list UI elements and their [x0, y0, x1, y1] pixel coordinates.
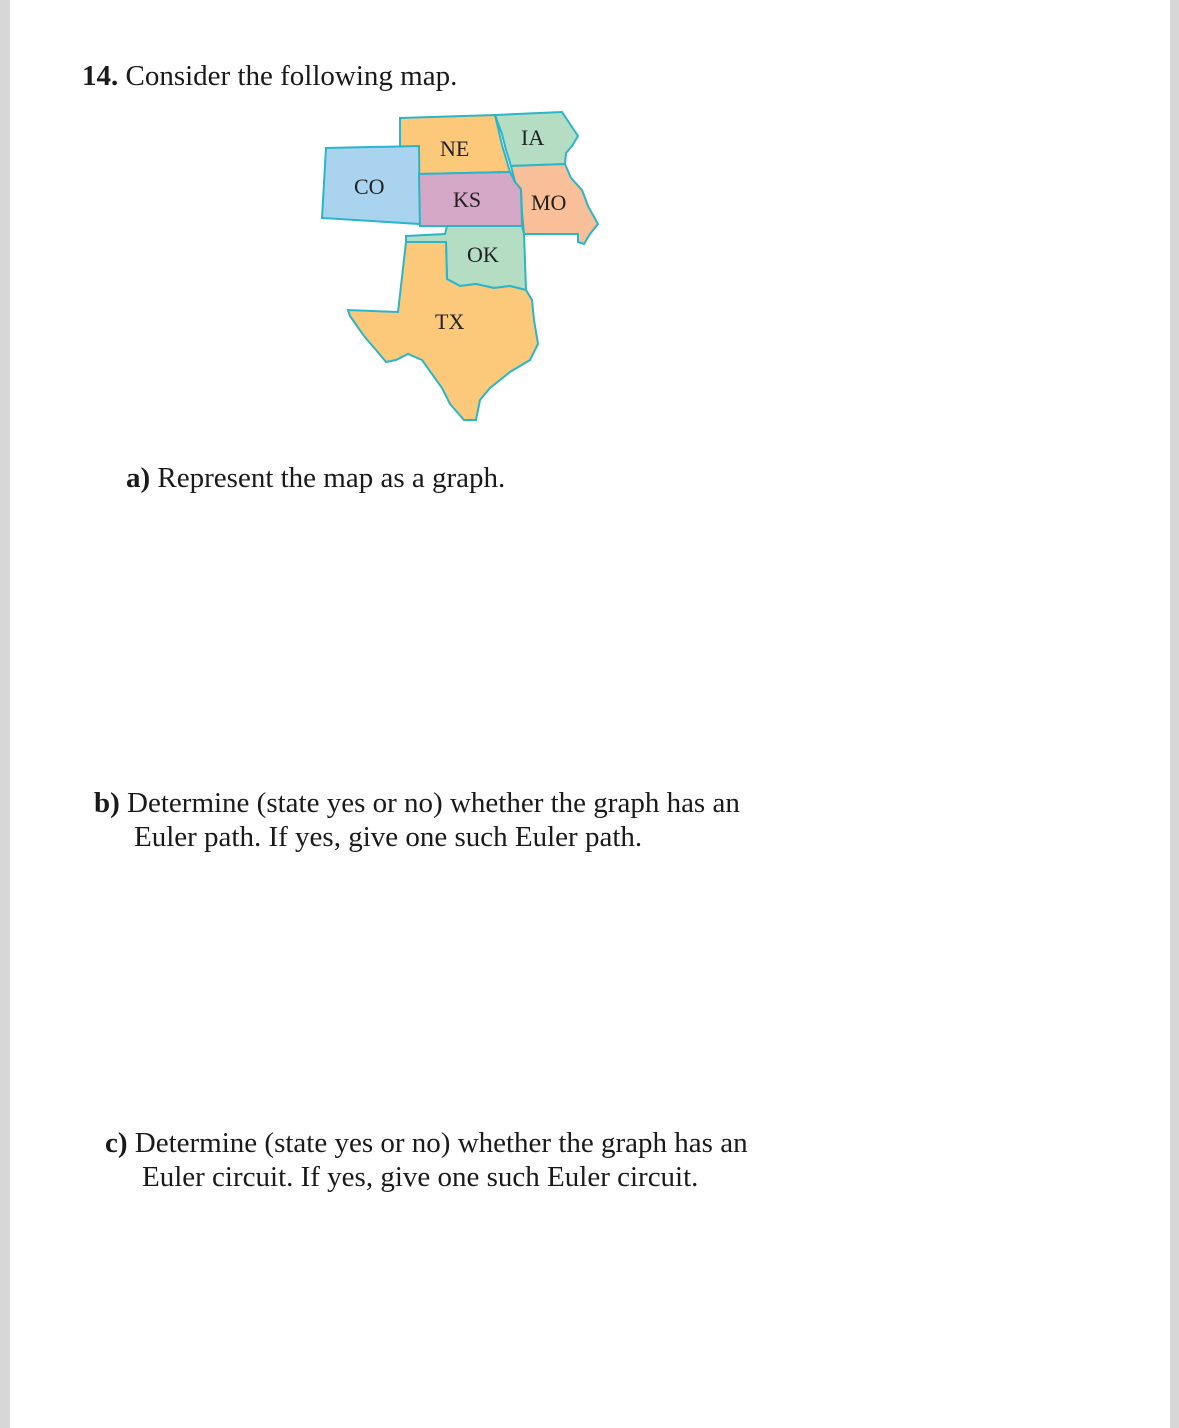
part-b-line2: Euler path. If yes, give one such Euler path.: [134, 821, 643, 853]
state-map: [310, 100, 610, 440]
part-c: [105, 1126, 748, 1194]
label-tx: TX: [435, 309, 465, 334]
question-number: 14.: [82, 60, 119, 92]
label-ia: IA: [521, 125, 545, 150]
label-co: CO: [354, 174, 385, 199]
question-prompt: Consider the following map.: [125, 60, 458, 92]
part-c-line2: Euler circuit. If yes, give one such Euler circuit.: [142, 1161, 699, 1193]
part-c-line1: Determine (state yes or no) whether the graph has an: [134, 1127, 748, 1159]
label-ne: NE: [440, 136, 470, 161]
part-a-label: a): [126, 462, 151, 494]
label-mo: MO: [531, 190, 567, 215]
part-a: [126, 461, 505, 495]
label-ks: KS: [453, 187, 482, 212]
part-b-line1: Determine (state yes or no) whether the graph has an: [127, 787, 740, 819]
part-c-label: c): [105, 1127, 128, 1159]
part-b-label: b): [94, 787, 120, 819]
worksheet-page: [10, 0, 1170, 1428]
part-a-text: Represent the map as a graph.: [157, 462, 506, 494]
question-heading: [82, 58, 457, 94]
label-ok: OK: [467, 242, 499, 267]
part-b: [94, 786, 740, 854]
